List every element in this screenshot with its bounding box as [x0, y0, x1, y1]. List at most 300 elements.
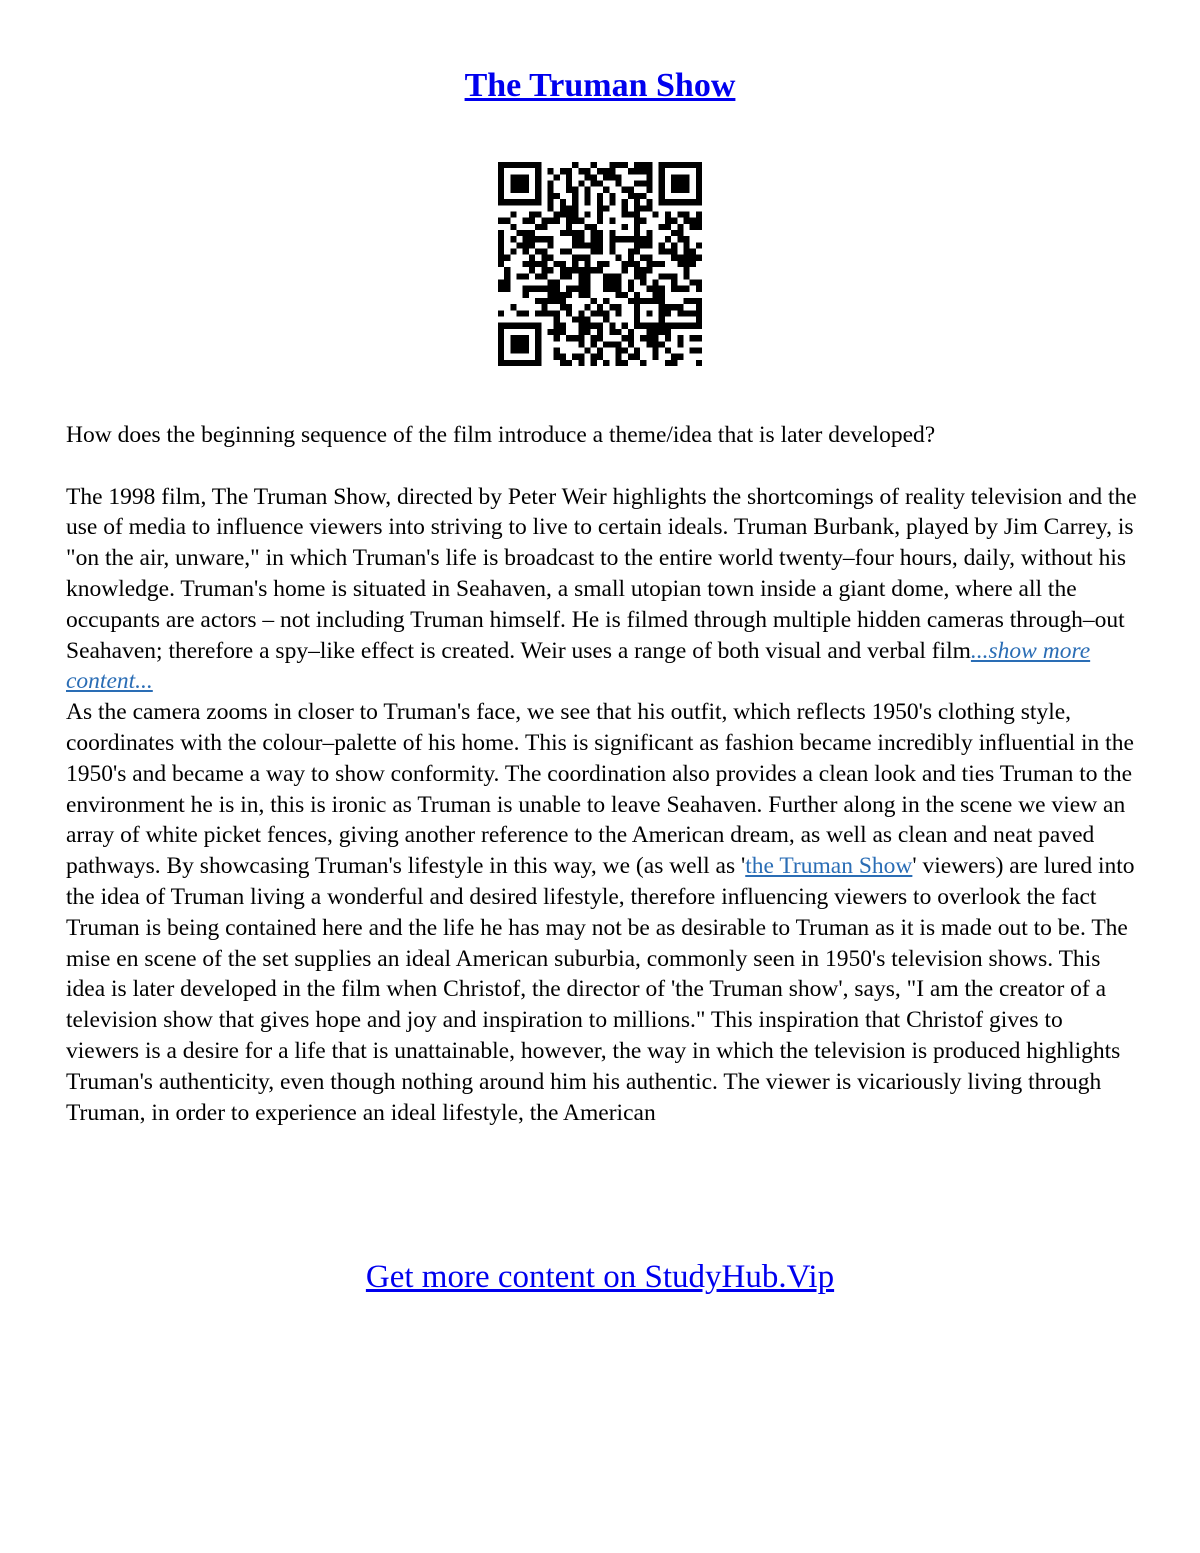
qr-module: [578, 310, 584, 316]
qr-module: [677, 236, 683, 242]
qr-module: [646, 261, 652, 267]
qr-module: [578, 242, 584, 248]
qr-module: [498, 193, 504, 199]
qr-module: [615, 304, 621, 310]
qr-module: [523, 218, 529, 224]
qr-module: [591, 249, 597, 255]
qr-module: [659, 304, 665, 310]
qr-module: [659, 187, 665, 193]
qr-module: [671, 181, 677, 187]
qr-module: [566, 310, 572, 316]
qr-module: [677, 181, 683, 187]
qr-module: [535, 360, 541, 366]
qr-module: [578, 317, 584, 323]
qr-module: [659, 323, 665, 329]
qr-module: [498, 174, 504, 180]
qr-code-icon: [498, 162, 702, 366]
qr-module: [560, 298, 566, 304]
qr-module: [659, 224, 665, 230]
qr-module: [665, 211, 671, 217]
qr-module: [591, 360, 597, 366]
qr-module: [609, 286, 615, 292]
qr-module: [523, 236, 529, 242]
qr-module: [578, 181, 584, 187]
qr-module: [547, 242, 553, 248]
qr-module: [554, 261, 560, 267]
qr-module: [560, 329, 566, 335]
qr-module: [547, 310, 553, 316]
qr-module: [628, 193, 634, 199]
qr-module: [535, 162, 541, 168]
qr-module: [665, 224, 671, 230]
qr-module: [634, 199, 640, 205]
qr-module: [498, 286, 504, 292]
qr-module: [535, 236, 541, 242]
qr-module: [578, 292, 584, 298]
qr-module: [640, 205, 646, 211]
qr-module: [517, 181, 523, 187]
qr-module: [677, 310, 683, 316]
qr-module: [653, 335, 659, 341]
qr-module: [498, 310, 504, 316]
qr-module: [615, 347, 621, 353]
qr-module: [572, 335, 578, 341]
qr-module: [640, 168, 646, 174]
qr-module: [578, 354, 584, 360]
qr-module: [585, 317, 591, 323]
qr-module: [541, 267, 547, 273]
qr-module: [640, 279, 646, 285]
qr-module: [659, 199, 665, 205]
qr-module: [504, 286, 510, 292]
qr-module: [504, 218, 510, 224]
qr-module: [640, 267, 646, 273]
qr-module: [615, 310, 621, 316]
qr-module: [696, 298, 702, 304]
qr-module: [591, 181, 597, 187]
qr-module: [560, 273, 566, 279]
qr-module: [659, 181, 665, 187]
qr-module: [585, 174, 591, 180]
qr-module: [622, 205, 628, 211]
qr-module: [585, 193, 591, 199]
qr-module: [504, 199, 510, 205]
qr-module: [554, 329, 560, 335]
qr-module: [671, 249, 677, 255]
qr-module: [585, 199, 591, 205]
qr-module: [603, 261, 609, 267]
qr-module: [696, 187, 702, 193]
qr-module: [603, 205, 609, 211]
qr-module: [677, 187, 683, 193]
qr-module: [597, 249, 603, 255]
qr-module: [690, 218, 696, 224]
qr-module: [609, 193, 615, 199]
qr-module: [523, 261, 529, 267]
qr-module: [554, 279, 560, 285]
qr-module: [498, 354, 504, 360]
qr-module: [603, 286, 609, 292]
qr-module: [653, 298, 659, 304]
qr-module: [498, 236, 504, 242]
qr-module: [615, 162, 621, 168]
qr-module: [628, 286, 634, 292]
qr-module: [517, 162, 523, 168]
qr-module: [640, 255, 646, 261]
show-more-link[interactable]: ...show more content...: [66, 637, 1091, 695]
qr-module: [597, 347, 603, 353]
qr-module: [547, 187, 553, 193]
qr-module: [560, 230, 566, 236]
qr-module: [671, 354, 677, 360]
qr-module: [541, 255, 547, 261]
qr-module: [566, 224, 572, 230]
qr-module: [510, 341, 516, 347]
qr-module: [622, 224, 628, 230]
qr-module: [529, 360, 535, 366]
qr-module: [634, 298, 640, 304]
qr-module: [696, 347, 702, 353]
qr-module: [683, 242, 689, 248]
qr-module: [622, 162, 628, 168]
qr-module: [578, 335, 584, 341]
qr-module: [591, 242, 597, 248]
studyhub-link[interactable]: Get more content on StudyHub.Vip: [365, 1259, 835, 1295]
qr-module: [696, 317, 702, 323]
qr-module: [585, 329, 591, 335]
qr-module: [634, 218, 640, 224]
qr-module: [510, 236, 516, 242]
qr-module: [547, 279, 553, 285]
qr-module: [597, 242, 603, 248]
qr-module: [597, 329, 603, 335]
qr-module: [683, 236, 689, 242]
qr-module: [529, 323, 535, 329]
qr-module: [504, 323, 510, 329]
qr-module: [560, 199, 566, 205]
qr-module: [609, 199, 615, 205]
qr-module: [560, 267, 566, 273]
qr-module: [529, 162, 535, 168]
qr-module: [578, 230, 584, 236]
qr-module: [665, 360, 671, 366]
qr-module: [659, 317, 665, 323]
qr-module: [517, 310, 523, 316]
qr-module: [572, 162, 578, 168]
qr-module: [498, 168, 504, 174]
qr-module: [585, 347, 591, 353]
qr-module: [504, 255, 510, 261]
qr-module: [591, 310, 597, 316]
qr-module: [591, 174, 597, 180]
qr-module: [554, 211, 560, 217]
qr-module: [646, 242, 652, 248]
qr-module: [690, 298, 696, 304]
qr-module: [622, 211, 628, 217]
qr-module: [578, 218, 584, 224]
qr-module: [628, 211, 634, 217]
qr-module: [560, 205, 566, 211]
qr-module: [646, 230, 652, 236]
qr-module: [609, 304, 615, 310]
qr-module: [597, 230, 603, 236]
qr-module: [523, 249, 529, 255]
qr-module: [653, 211, 659, 217]
qr-module: [634, 323, 640, 329]
qr-module: [690, 224, 696, 230]
qr-module: [504, 267, 510, 273]
qr-module: [634, 273, 640, 279]
truman-show-inline-link[interactable]: the Truman Show: [745, 853, 913, 880]
qr-module: [690, 279, 696, 285]
qr-module: [683, 218, 689, 224]
qr-module: [696, 199, 702, 205]
qr-module: [504, 279, 510, 285]
qr-module: [634, 181, 640, 187]
qr-module: [597, 193, 603, 199]
qr-module: [628, 341, 634, 347]
qr-module: [510, 199, 516, 205]
qr-module: [628, 249, 634, 255]
essay-content: [66, 420, 1141, 1128]
qr-module: [572, 199, 578, 205]
qr-module: [634, 267, 640, 273]
qr-module: [615, 236, 621, 242]
qr-module: [634, 168, 640, 174]
title-link[interactable]: The Truman Show: [464, 67, 736, 104]
qr-module: [622, 199, 628, 205]
qr-module: [683, 249, 689, 255]
qr-module: [591, 354, 597, 360]
qr-module: [615, 273, 621, 279]
qr-module: [498, 261, 504, 267]
qr-module: [690, 335, 696, 341]
qr-module: [523, 347, 529, 353]
qr-module: [677, 323, 683, 329]
essay-paragraph-2: [66, 697, 1141, 1128]
qr-module: [646, 205, 652, 211]
qr-module: [578, 329, 584, 335]
qr-module: [541, 286, 547, 292]
qr-module: [696, 193, 702, 199]
qr-module: [541, 304, 547, 310]
qr-module: [609, 230, 615, 236]
paragraph-2-text-a: As the camera zooms in closer to Truman's face, we see that his outfit, which reflects 1950's clothing style, coordinates with the colour–palette of his home. This is significant as fashion became incredibly influential in the 1950's and became a way to show conformity. The coordination also provides a clean look and ties Truman to the environment he is in, this is ironic as Truman is unable to leave Seahaven. Further along in the scene we view an array of white picket fences, giving another reference to the American dream, as well as clean and neat paved pathways. By showcasing Truman's lifestyle in this way, we (as well as ': [66, 699, 1134, 880]
qr-module: [696, 360, 702, 366]
qr-module: [603, 279, 609, 285]
qr-module: [696, 255, 702, 261]
qr-module: [659, 174, 665, 180]
qr-module: [640, 298, 646, 304]
qr-module: [591, 267, 597, 273]
qr-module: [523, 310, 529, 316]
qr-module: [634, 242, 640, 248]
qr-module: [671, 323, 677, 329]
qr-module: [634, 230, 640, 236]
qr-module: [541, 224, 547, 230]
qr-module: [597, 211, 603, 217]
qr-module: [603, 360, 609, 366]
qr-module: [529, 236, 535, 242]
qr-module: [671, 218, 677, 224]
qr-module: [547, 267, 553, 273]
qr-module: [603, 310, 609, 316]
qr-module: [529, 261, 535, 267]
qr-module: [498, 341, 504, 347]
qr-module: [510, 211, 516, 217]
qr-module: [585, 279, 591, 285]
qr-module: [622, 236, 628, 242]
qr-module: [628, 187, 634, 193]
qr-module: [609, 242, 615, 248]
qr-module: [677, 211, 683, 217]
qr-module: [597, 261, 603, 267]
qr-module: [677, 224, 683, 230]
qr-module: [665, 273, 671, 279]
qr-module: [677, 261, 683, 267]
qr-module: [547, 298, 553, 304]
qr-module: [671, 273, 677, 279]
qr-module: [529, 255, 535, 261]
qr-module: [560, 360, 566, 366]
qr-module: [659, 298, 665, 304]
qr-module: [665, 249, 671, 255]
qr-module: [683, 286, 689, 292]
qr-module: [523, 174, 529, 180]
qr-module: [677, 354, 683, 360]
qr-module: [609, 168, 615, 174]
qr-module: [640, 242, 646, 248]
qr-module: [510, 224, 516, 230]
qr-module: [634, 317, 640, 323]
qr-module: [597, 304, 603, 310]
qr-module: [554, 298, 560, 304]
qr-module: [646, 199, 652, 205]
qr-module: [677, 162, 683, 168]
qr-module: [591, 341, 597, 347]
qr-module: [547, 168, 553, 174]
qr-module: [566, 292, 572, 298]
qr-module: [609, 249, 615, 255]
qr-module: [603, 298, 609, 304]
qr-module: [529, 230, 535, 236]
qr-module: [659, 261, 665, 267]
qr-module: [690, 310, 696, 316]
qr-module: [566, 187, 572, 193]
qr-module: [646, 168, 652, 174]
essay-paragraph-1: [66, 482, 1141, 698]
qr-module: [653, 286, 659, 292]
qr-module: [566, 218, 572, 224]
qr-module: [535, 224, 541, 230]
qr-module: [572, 255, 578, 261]
qr-module: [585, 292, 591, 298]
qr-module: [566, 211, 572, 217]
qr-module: [615, 286, 621, 292]
qr-module: [523, 335, 529, 341]
qr-module: [640, 193, 646, 199]
qr-module: [646, 298, 652, 304]
qr-module: [535, 310, 541, 316]
qr-module: [510, 304, 516, 310]
qr-module: [560, 304, 566, 310]
qr-module: [696, 168, 702, 174]
qr-module: [653, 347, 659, 353]
qr-module: [535, 193, 541, 199]
qr-module: [554, 335, 560, 341]
qr-module: [628, 255, 634, 261]
qr-module: [566, 181, 572, 187]
qr-module: [535, 347, 541, 353]
qr-module: [585, 267, 591, 273]
qr-module: [535, 174, 541, 180]
qr-module: [517, 360, 523, 366]
qr-module: [696, 211, 702, 217]
qr-module: [578, 236, 584, 242]
qr-module: [665, 323, 671, 329]
qr-module: [535, 211, 541, 217]
qr-module: [585, 323, 591, 329]
qr-module: [696, 174, 702, 180]
qr-module: [671, 187, 677, 193]
qr-module: [566, 267, 572, 273]
qr-module: [628, 168, 634, 174]
qr-module: [523, 181, 529, 187]
qr-module: [517, 347, 523, 353]
qr-module: [646, 181, 652, 187]
qr-module: [498, 323, 504, 329]
footer-cta: [0, 1257, 1200, 1297]
qr-module: [566, 205, 572, 211]
qr-module: [585, 304, 591, 310]
qr-module: [603, 174, 609, 180]
qr-module: [498, 360, 504, 366]
qr-module: [665, 310, 671, 316]
qr-module: [683, 255, 689, 261]
qr-module: [677, 174, 683, 180]
qr-module: [566, 286, 572, 292]
qr-module: [696, 218, 702, 224]
qr-module: [628, 335, 634, 341]
qr-module: [696, 279, 702, 285]
qr-module: [535, 298, 541, 304]
qr-module: [696, 323, 702, 329]
qr-module: [572, 267, 578, 273]
qr-module: [615, 292, 621, 298]
qr-module: [677, 230, 683, 236]
qr-module: [603, 341, 609, 347]
qr-module: [653, 292, 659, 298]
qr-module: [535, 354, 541, 360]
qr-module: [677, 286, 683, 292]
qr-module: [535, 168, 541, 174]
qr-module: [690, 255, 696, 261]
qr-module: [523, 360, 529, 366]
qr-module: [510, 174, 516, 180]
qr-module: [541, 261, 547, 267]
qr-module: [659, 286, 665, 292]
qr-module: [696, 162, 702, 168]
qr-module: [671, 199, 677, 205]
qr-module: [634, 261, 640, 267]
qr-module: [677, 199, 683, 205]
qr-module: [609, 162, 615, 168]
qr-module: [622, 360, 628, 366]
qr-module: [517, 199, 523, 205]
qr-module: [517, 323, 523, 329]
qr-module: [659, 168, 665, 174]
qr-module: [566, 174, 572, 180]
